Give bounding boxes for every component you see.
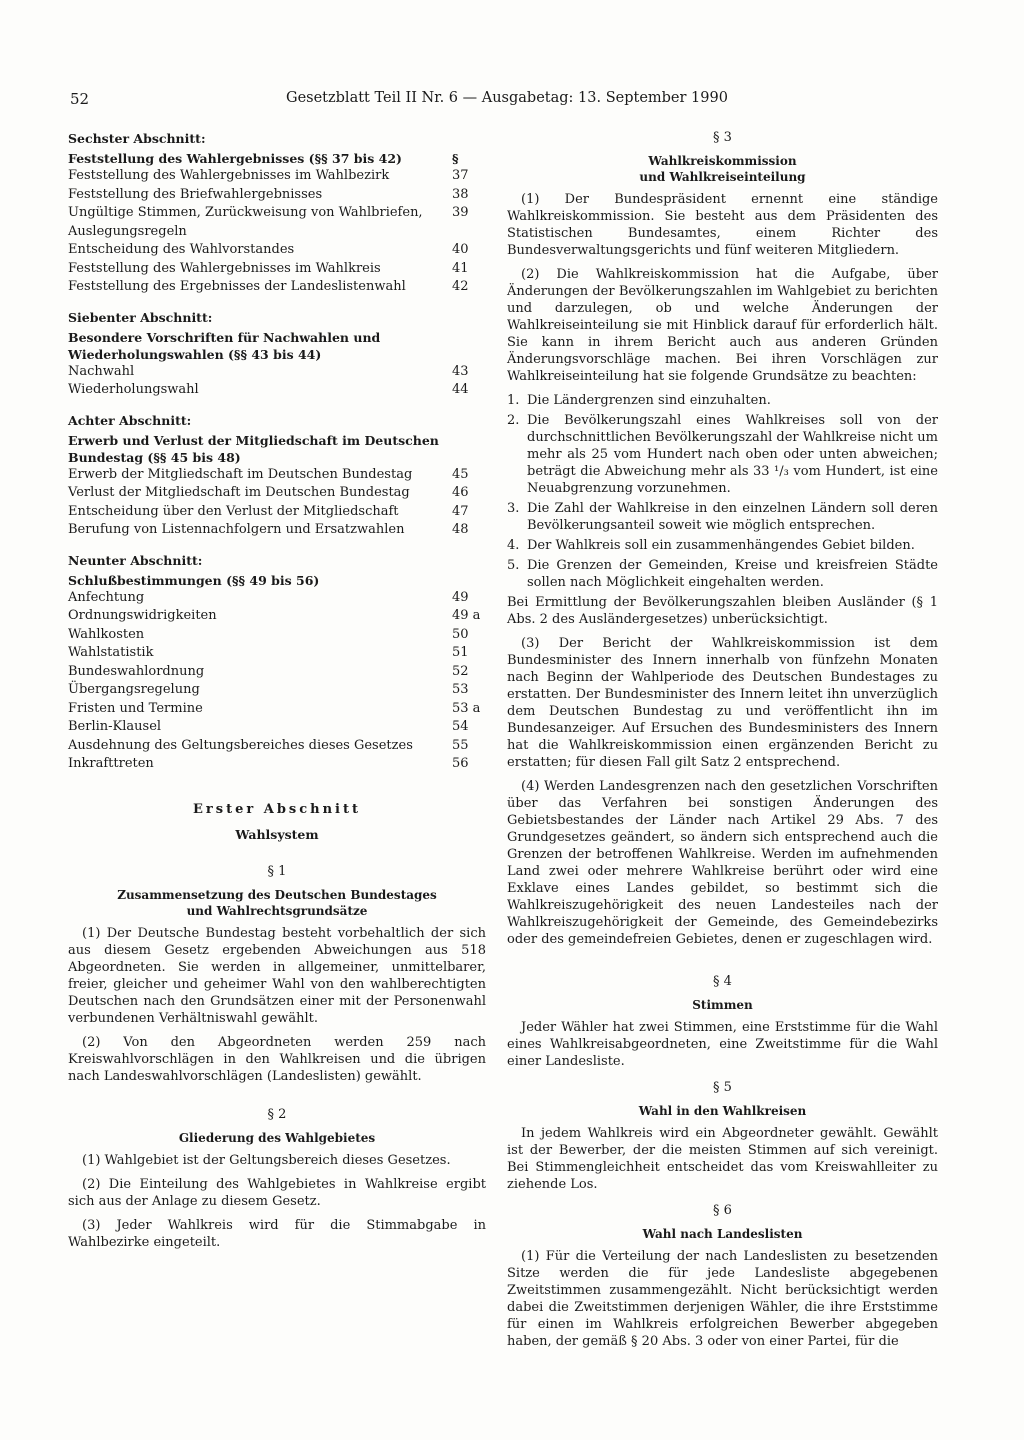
list-item: 1. Die Ländergrenzen sind einzuhalten. bbox=[507, 393, 771, 408]
toc-entry bbox=[68, 204, 486, 241]
section-5-number: § 5 bbox=[713, 1080, 732, 1095]
toc-entry-title: Bundeswahlordnung bbox=[68, 663, 205, 679]
toc-entry bbox=[68, 466, 486, 485]
toc-section-heading: Sechster Abschnitt: bbox=[68, 131, 206, 146]
section-2-title: Gliederung des Wahlgebietes bbox=[178, 1130, 376, 1145]
toc-subheading-symbol bbox=[452, 432, 486, 466]
toc-entry-title: Entscheidung über den Verlust der Mitgliedschaft bbox=[68, 503, 399, 519]
toc-entry-paragraph-number: 54 bbox=[452, 719, 469, 734]
right-column bbox=[507, 130, 938, 1357]
left-column bbox=[68, 130, 486, 1258]
toc-entry-title: Übergangsregelung bbox=[68, 682, 200, 697]
toc-entry bbox=[68, 718, 486, 737]
toc-entry bbox=[68, 503, 486, 522]
toc-subheading-text: Erwerb und Verlust der Mitgliedschaft im Deutschen Bundestag (§§ 45 bis 48) bbox=[68, 432, 439, 465]
toc-entry-title: Verlust der Mitgliedschaft im Deutschen Bundestag bbox=[68, 485, 410, 500]
toc-subheading-symbol bbox=[452, 572, 486, 589]
list-item: 3. Die Zahl der Wahlkreise in den einzelnen Ländern soll deren Bevölkerungsanteil soweit wie möglich entsprechen. bbox=[507, 501, 938, 533]
toc-entry-title: Entscheidung des Wahlvorstandes bbox=[68, 242, 295, 257]
toc-entry bbox=[68, 521, 486, 540]
toc-entry bbox=[68, 589, 486, 608]
section-2-paragraph-2: (2) Die Einteilung des Wahlgebietes in Wahlkreise ergibt sich aus der Anlage zu diesem Gesetz. bbox=[68, 1176, 486, 1209]
section-4-title: Stimmen bbox=[692, 998, 753, 1012]
toc-section-subheading bbox=[68, 329, 486, 363]
toc-entry-paragraph-number: 53 a bbox=[452, 700, 481, 716]
toc-section-heading: Neunter Abschnitt: bbox=[68, 552, 203, 568]
section-6-paragraph-1: (1) Für die Verteilung der nach Landeslisten zu besetzenden Sitze werden die für jede Landesliste abgegebenen Zweitstimmen zusammengezählt. Nicht berücksichtigt werden dabei die Zweitstimmen derjenigen Wähler, die ihre Erststimme für einen im Wahlkreis erfolgreichen Bewerber abgegeben haben, der gemäß § 20 Abs. 3 oder von einer Partei, für die bbox=[507, 1249, 938, 1349]
toc-entry bbox=[68, 663, 486, 682]
section-1-title bbox=[68, 887, 486, 919]
toc-entry-paragraph-number: 48 bbox=[452, 522, 469, 537]
section-3-title bbox=[507, 153, 938, 185]
toc-entry bbox=[68, 607, 486, 626]
section-4-paragraph: Jeder Wähler hat zwei Stimmen, eine Erststimme für die Wahl eines Wahlkreisabgeordneten, eine Zweitstimme für die Wahl einer Landesliste. bbox=[507, 1020, 938, 1069]
toc-section-subheading bbox=[68, 432, 486, 466]
toc-entry-paragraph-number: 43 bbox=[452, 363, 469, 379]
toc-entry bbox=[68, 167, 486, 186]
section-6-number: § 6 bbox=[713, 1203, 732, 1218]
toc-entry-title: Wahlstatistik bbox=[68, 645, 154, 660]
toc-entry-title: Nachwahl bbox=[68, 363, 135, 379]
toc-entry-paragraph-number: 39 bbox=[452, 205, 469, 220]
part-subheading: Wahlsystem bbox=[235, 826, 319, 842]
section-3-paragraph-3: (3) Der Bericht der Wahlkreiskommission ist dem Bundesminister des Innern innerhalb von fünfzehn Monaten nach Beginn der Wahlperiode des Deutschen Bundestages zu erstatten. Der Bundesminister des Innern leitet ihn unverzüglich dem Deutschen Bundestag zu und veröffentlicht ihn im Bundesanzeiger. Auf Ersuchen des Bundesministers des Innern hat die Wahlkreiskommission einen ergänzenden Bericht zu erstatten; für diesen Fall gilt Satz 2 entsprechend. bbox=[507, 636, 938, 770]
section-6-title: Wahl nach Landeslisten bbox=[642, 1227, 803, 1241]
toc-entry-paragraph-number: 52 bbox=[452, 663, 469, 679]
section-1-paragraph-2: (2) Von den Abgeordneten werden 259 nach Kreiswahlvorschlägen in den Wahlkreisen und die übrigen nach Landeswahlvorschlägen (Landeslisten) gewählt. bbox=[68, 1034, 486, 1084]
list-item: 5. Die Grenzen der Gemeinden, Kreise und kreisfreien Städte sollen nach Möglichkeit eingehalten werden. bbox=[507, 558, 938, 590]
toc-entry-paragraph-number: 44 bbox=[452, 382, 469, 397]
section-1-title-line1: Zusammensetzung des Deutschen Bundestages bbox=[117, 887, 437, 902]
toc-entry-paragraph-number: 46 bbox=[452, 485, 469, 500]
toc-section-subheading bbox=[68, 572, 486, 589]
section-1-number: § 1 bbox=[267, 863, 287, 879]
toc-section bbox=[68, 412, 486, 540]
toc-entry-title: Erwerb der Mitgliedschaft im Deutschen Bundestag bbox=[68, 466, 413, 482]
table-of-contents bbox=[68, 130, 486, 774]
toc-entry-title: Feststellung des Ergebnisses der Landeslistenwahl bbox=[68, 279, 406, 294]
toc-subheading-text: Schlußbestimmungen (§§ 49 bis 56) bbox=[68, 572, 320, 588]
toc-entry-title: Wahlkosten bbox=[68, 626, 145, 642]
toc-subheading-text: Feststellung des Wahlergebnisses (§§ 37 bis 42) bbox=[68, 151, 402, 166]
toc-section bbox=[68, 552, 486, 774]
section-1-title-line2: und Wahlrechtsgrundsätze bbox=[186, 903, 368, 918]
section-1-paragraph-1: (1) Der Deutsche Bundestag besteht vorbehaltlich der sich aus diesem Gesetz ergebenden Abweichungen aus 518 Abgeordneten. Sie werden in allgemeiner, unmittelbarer, freier, gleicher und geheimer Wahl von den wahlberechtigten Deutschen nach den Grundsätzen einer mit der Personenwahl verbundenen Verhältniswahl gewählt. bbox=[68, 925, 486, 1026]
section-4-number: § 4 bbox=[713, 974, 732, 989]
toc-entry bbox=[68, 278, 486, 297]
page-number: 52 bbox=[70, 90, 90, 108]
section-3-paragraph-2-end: Bei Ermittlung der Bevölkerungszahlen bleiben Ausländer (§ 1 Abs. 2 des Ausländergesetzes) unberücksichtigt. bbox=[507, 595, 938, 627]
section-3-paragraph-4: (4) Werden Landesgrenzen nach den gesetzlichen Vorschriften über das Verfahren bei sonstigen Änderungen des Gebietsbestandes der Länder nach Artikel 29 Abs. 7 des Grundgesetzes geändert, so ändern sich entsprechend auch die Grenzen der betroffenen Wahlkreise. Werden im aufnehmenden Land zwei oder mehrere Wahlkreise berührt oder wird eine Exklave eines Landes gebildet, so bestimmt sich die Wahlkreiszugehörigkeit des neuen Landesteiles nach der Wahlkreiszugehörigkeit der Gemeinde, des Gemeindebezirks oder des gemeindefreien Gebietes, denen er zugeschlagen wird. bbox=[507, 779, 938, 947]
section-5-title: Wahl in den Wahlkreisen bbox=[638, 1104, 807, 1118]
section-3-title-line1: Wahlkreiskommission bbox=[648, 154, 797, 168]
section-3-paragraph-2: (2) Die Wahlkreiskommission hat die Aufgabe, über Änderungen der Bevölkerungszahlen im Wahlgebiet zu berichten und darzulegen, ob und welche Änderungen der Wahlkreiseinteilung sie mit Hinblick darauf für erforderlich hält. Sie kann in ihrem Bericht auch aus anderen Gründen Änderungsvorschläge machen. Bei ihren Vorschlägen zur Wahlkreiseinteilung hat sie folgende Grundsätze zu beachten: bbox=[507, 267, 938, 384]
part-heading: Erster Abschnitt bbox=[193, 801, 361, 817]
toc-entry bbox=[68, 381, 486, 400]
toc-entry-title: Anfechtung bbox=[68, 589, 145, 605]
toc-entry bbox=[68, 363, 486, 382]
toc-entry-paragraph-number: 45 bbox=[452, 466, 469, 482]
toc-subheading-symbol: § bbox=[452, 151, 459, 166]
toc-entry-paragraph-number: 56 bbox=[452, 756, 469, 771]
toc-entry-paragraph-number: 37 bbox=[452, 168, 469, 183]
toc-entry-title: Feststellung des Briefwahlergebnisses bbox=[68, 186, 323, 202]
section-5-paragraph: In jedem Wahlkreis wird ein Abgeordneter gewählt. Gewählt ist der Bewerber, der die meisten Stimmen auf sich vereinigt. Bei Stimmengleichheit entscheidet das vom Kreiswahlleiter zu ziehende Los. bbox=[507, 1126, 938, 1192]
toc-entry-title: Fristen und Termine bbox=[68, 700, 203, 716]
toc-entry bbox=[68, 755, 486, 774]
toc-subheading-symbol bbox=[452, 329, 486, 363]
toc-entry-title: Wiederholungswahl bbox=[68, 382, 199, 397]
toc-entry bbox=[68, 681, 486, 700]
toc-entry bbox=[68, 644, 486, 663]
section-2-number: § 2 bbox=[267, 1106, 287, 1122]
section-3-number: § 3 bbox=[713, 130, 732, 145]
toc-entry-paragraph-number: 55 bbox=[452, 737, 469, 753]
toc-entry-paragraph-number: 53 bbox=[452, 682, 469, 697]
toc-entry-title: Ausdehnung des Geltungsbereiches dieses Gesetzes bbox=[68, 737, 413, 753]
toc-section-heading: Achter Abschnitt: bbox=[68, 412, 192, 428]
toc-entry-paragraph-number: 49 bbox=[452, 589, 469, 605]
page-header bbox=[70, 90, 730, 112]
section-2-paragraph-3: (3) Jeder Wahlkreis wird für die Stimmabgabe in Wahlbezirke eingeteilt. bbox=[68, 1217, 486, 1250]
toc-entry-paragraph-number: 40 bbox=[452, 242, 469, 257]
toc-section bbox=[68, 130, 486, 297]
toc-section bbox=[68, 309, 486, 400]
toc-entry-title: Ungültige Stimmen, Zurückweisung von Wahlbriefen, Auslegungsregeln bbox=[68, 205, 423, 239]
toc-entry bbox=[68, 186, 486, 205]
list-item: 2. Die Bevölkerungszahl eines Wahlkreises soll von der durchschnittlichen Bevölkerungszahl der Wahlkreise nicht um mehr als 25 vom Hundert nach oben oder unten abweichen; beträgt die Abweichung mehr als 33 ¹/₃ vom Hundert, ist eine Neuabgrenzung vorzunehmen. bbox=[507, 413, 938, 496]
toc-entry-title: Berlin-Klausel bbox=[68, 719, 162, 734]
toc-entry-paragraph-number: 41 bbox=[452, 260, 469, 276]
toc-entry-paragraph-number: 50 bbox=[452, 626, 469, 642]
toc-entry bbox=[68, 260, 486, 279]
toc-entry bbox=[68, 484, 486, 503]
toc-entry bbox=[68, 700, 486, 719]
toc-entry-paragraph-number: 49 a bbox=[452, 608, 481, 623]
toc-entry-title: Inkrafttreten bbox=[68, 756, 154, 771]
toc-entry-paragraph-number: 51 bbox=[452, 645, 469, 660]
toc-entry-paragraph-number: 42 bbox=[452, 279, 469, 294]
section-3-title-line2: und Wahlkreiseinteilung bbox=[639, 170, 806, 184]
toc-entry-paragraph-number: 47 bbox=[452, 503, 469, 519]
toc-entry-paragraph-number: 38 bbox=[452, 186, 469, 202]
toc-entry bbox=[68, 241, 486, 260]
toc-section-heading: Siebenter Abschnitt: bbox=[68, 309, 213, 325]
toc-entry bbox=[68, 626, 486, 645]
section-2-paragraph-1: (1) Wahlgebiet ist der Geltungsbereich dieses Gesetzes. bbox=[82, 1152, 451, 1168]
toc-entry-title: Ordnungswidrigkeiten bbox=[68, 608, 217, 623]
toc-section-subheading bbox=[68, 150, 486, 167]
list-item: 4. Der Wahlkreis soll ein zusammenhängendes Gebiet bilden. bbox=[507, 538, 915, 553]
page-header-title: Gesetzblatt Teil II Nr. 6 — Ausgabetag: 13. September 1990 bbox=[286, 90, 728, 106]
toc-entry-title: Feststellung des Wahlergebnisses im Wahlbezirk bbox=[68, 168, 390, 183]
section-3-principles-list bbox=[507, 392, 938, 591]
toc-entry-title: Feststellung des Wahlergebnisses im Wahlkreis bbox=[68, 260, 381, 276]
toc-entry bbox=[68, 737, 486, 756]
section-3-paragraph-1: (1) Der Bundespräsident ernennt eine ständige Wahlkreiskommission. Sie besteht aus dem Präsidenten des Statistischen Bundesamtes, einem Richter des Bundesverwaltungsgerichts und fünf weiteren Mitgliedern. bbox=[507, 192, 938, 258]
toc-subheading-text: Besondere Vorschriften für Nachwahlen und Wiederholungswahlen (§§ 43 bis 44) bbox=[68, 329, 381, 362]
toc-entry-title: Berufung von Listennachfolgern und Ersatzwahlen bbox=[68, 522, 405, 537]
